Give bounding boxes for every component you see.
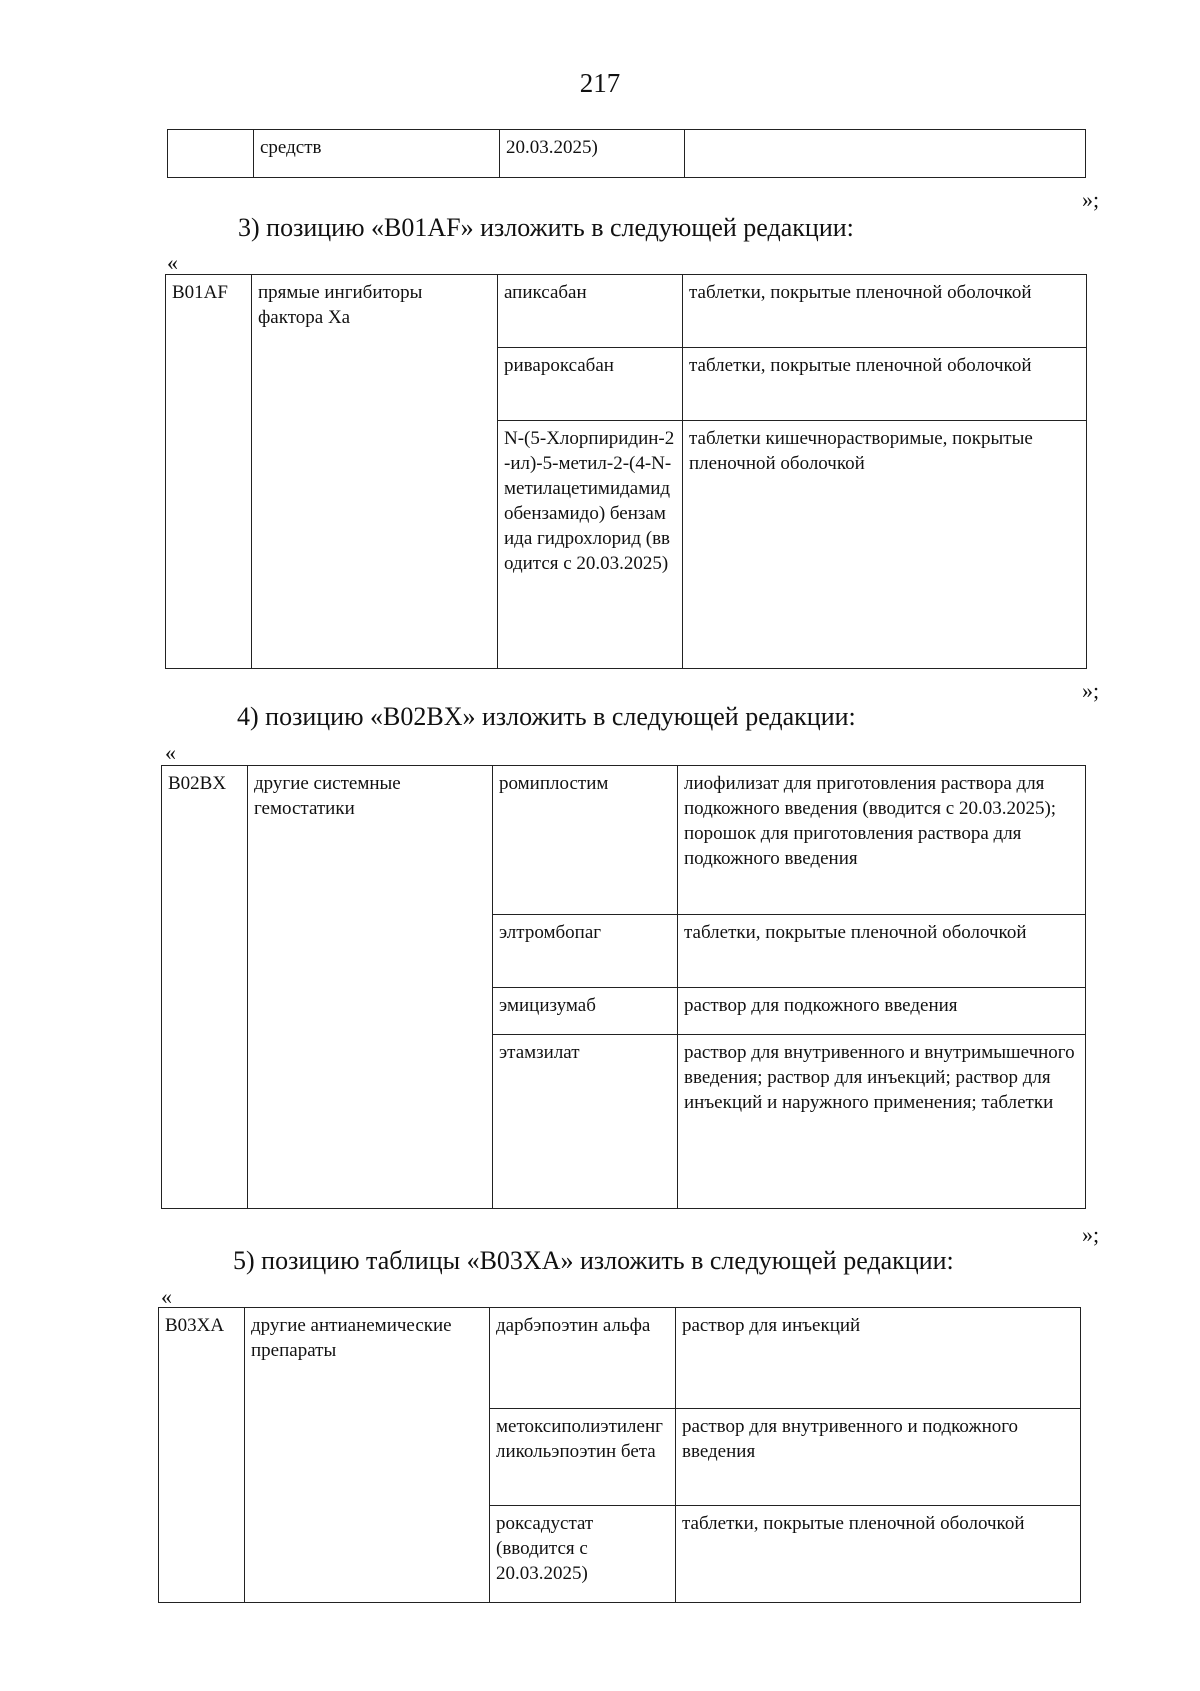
form-cell: таблетки, покрытые пленочной оболочкой: [683, 275, 1087, 348]
name-cell: N-(5-Хлорпиридин-2-ил)-5-метил-2-(4-N-метилацетимидамидобензамидо) бензамида гидрохлорид (вводится с 20.03.2025): [498, 421, 683, 669]
name-cell: метоксиполиэтиленгликольэпоэтин бета: [490, 1409, 676, 1506]
table-row: [166, 275, 1087, 348]
form-cell: таблетки, покрытые пленочной оболочкой: [683, 348, 1087, 421]
page-number: 217: [579, 68, 621, 98]
form-cell: раствор для инъекций: [676, 1308, 1081, 1409]
group-cell: другие системные гемостатики: [248, 766, 493, 1209]
name-cell: 20.03.2025): [500, 130, 685, 178]
close-quote: »;: [1082, 1222, 1100, 1247]
name-cell: этамзилат: [493, 1035, 678, 1209]
form-cell: раствор для внутривенного и подкожного введения: [676, 1409, 1081, 1506]
section-heading: 4) позицию «B02BX» изложить в следующей редакции:: [237, 702, 856, 731]
name-cell: эмицизумаб: [493, 988, 678, 1035]
group-cell: другие антианемические препараты: [245, 1308, 490, 1603]
open-quote: «: [167, 250, 178, 275]
table-row: [162, 766, 1086, 915]
position-table-b03xa: [158, 1307, 1081, 1603]
close-quote: »;: [1082, 187, 1100, 212]
name-cell: дарбэпоэтин альфа: [490, 1308, 676, 1409]
continuation-table: [167, 129, 1086, 178]
section-heading: 5) позицию таблицы «B03XA» изложить в следующей редакции:: [233, 1246, 954, 1275]
name-cell: элтромбопаг: [493, 915, 678, 988]
code-cell: B02BX: [162, 766, 248, 1209]
open-quote: «: [161, 1284, 172, 1309]
name-cell: ромиплостим: [493, 766, 678, 915]
group-cell: средств: [254, 130, 500, 178]
table-row: [159, 1308, 1081, 1409]
position-table-b01af: [165, 274, 1087, 669]
form-cell: лиофилизат для приготовления раствора для подкожного введения (вводится с 20.03.2025); порошок для приготовления раствора для подкожного введения: [678, 766, 1086, 915]
table-row: [168, 130, 1086, 178]
position-table-b02bx: [161, 765, 1086, 1209]
group-cell: прямые ингибиторы фактора Ха: [252, 275, 498, 669]
form-cell: раствор для подкожного введения: [678, 988, 1086, 1035]
code-cell: [168, 130, 254, 178]
form-cell: [685, 130, 1086, 178]
form-cell: таблетки кишечнорастворимые, покрытые пленочной оболочкой: [683, 421, 1087, 669]
form-cell: раствор для внутривенного и внутримышечного введения; раствор для инъекций; раствор для инъекций и наружного применения; таблетки: [678, 1035, 1086, 1209]
code-cell: B01AF: [166, 275, 252, 669]
name-cell: апиксабан: [498, 275, 683, 348]
code-cell: B03XA: [159, 1308, 245, 1603]
section-heading: 3) позицию «B01AF» изложить в следующей редакции:: [238, 213, 854, 242]
name-cell: ривароксабан: [498, 348, 683, 421]
open-quote: «: [165, 740, 176, 765]
form-cell: таблетки, покрытые пленочной оболочкой: [678, 915, 1086, 988]
form-cell: таблетки, покрытые пленочной оболочкой: [676, 1506, 1081, 1603]
close-quote: »;: [1082, 678, 1100, 703]
name-cell: роксадустат (вводится с 20.03.2025): [490, 1506, 676, 1603]
